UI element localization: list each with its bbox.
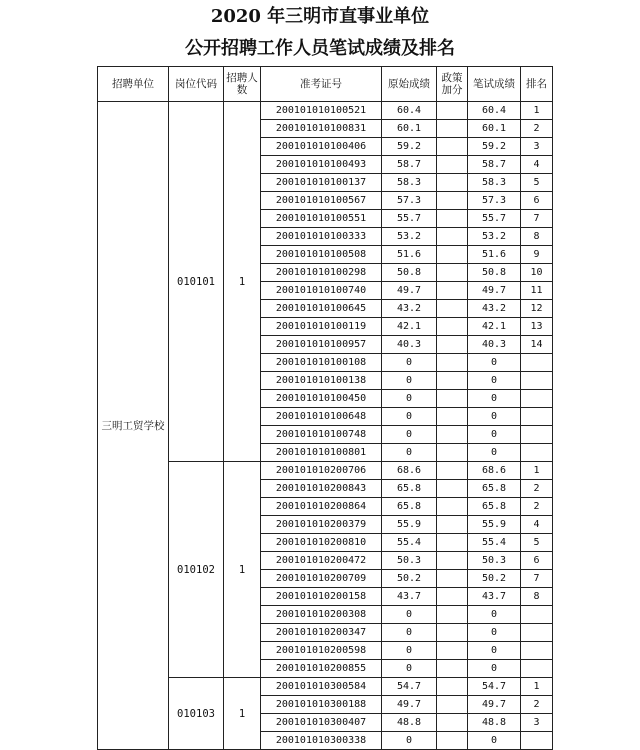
bonus-cell	[437, 210, 468, 228]
exam-score-cell: 0	[468, 624, 521, 642]
exam-no-cell: 200101010100108	[261, 354, 382, 372]
exam-score-cell: 60.1	[468, 120, 521, 138]
rank-cell: 2	[521, 120, 553, 138]
exam-no-cell: 200101010300407	[261, 714, 382, 732]
exam-no-cell: 200101010100740	[261, 282, 382, 300]
exam-score-cell: 50.3	[468, 552, 521, 570]
bonus-cell	[437, 714, 468, 732]
exam-score-cell: 0	[468, 642, 521, 660]
raw-score-cell: 0	[382, 354, 437, 372]
raw-score-cell: 0	[382, 642, 437, 660]
exam-no-cell: 200101010100493	[261, 156, 382, 174]
raw-score-cell: 49.7	[382, 696, 437, 714]
exam-no-cell: 200101010100508	[261, 246, 382, 264]
rank-cell: 5	[521, 174, 553, 192]
raw-score-cell: 55.7	[382, 210, 437, 228]
exam-score-cell: 59.2	[468, 138, 521, 156]
position-code-cell: 010101	[169, 102, 224, 462]
exam-score-cell: 0	[468, 732, 521, 750]
exam-score-cell: 0	[468, 372, 521, 390]
exam-score-cell: 0	[468, 444, 521, 462]
exam-no-cell: 200101010200379	[261, 516, 382, 534]
rank-cell: 7	[521, 210, 553, 228]
bonus-cell	[437, 552, 468, 570]
exam-no-cell: 200101010200843	[261, 480, 382, 498]
header-rank: 排名	[521, 67, 553, 102]
rank-cell	[521, 642, 553, 660]
raw-score-cell: 0	[382, 606, 437, 624]
exam-no-cell: 200101010100406	[261, 138, 382, 156]
bonus-cell	[437, 426, 468, 444]
exam-no-cell: 200101010100957	[261, 336, 382, 354]
title-line-2: 公开招聘工作人员笔试成绩及排名	[185, 38, 455, 59]
rank-cell	[521, 372, 553, 390]
bonus-cell	[437, 408, 468, 426]
bonus-cell	[437, 120, 468, 138]
bonus-cell	[437, 390, 468, 408]
bonus-cell	[437, 498, 468, 516]
raw-score-cell: 0	[382, 444, 437, 462]
title-line-1: 2020 年三明市直事业单位	[210, 6, 430, 27]
exam-score-cell: 48.8	[468, 714, 521, 732]
bonus-cell	[437, 444, 468, 462]
raw-score-cell: 0	[382, 660, 437, 678]
exam-score-cell: 0	[468, 354, 521, 372]
exam-score-cell: 65.8	[468, 498, 521, 516]
raw-score-cell: 58.7	[382, 156, 437, 174]
bonus-cell	[437, 246, 468, 264]
bonus-cell	[437, 300, 468, 318]
exam-score-cell: 0	[468, 408, 521, 426]
raw-score-cell: 68.6	[382, 462, 437, 480]
exam-no-cell: 200101010100801	[261, 444, 382, 462]
exam-score-cell: 53.2	[468, 228, 521, 246]
rank-cell	[521, 408, 553, 426]
rank-cell: 1	[521, 102, 553, 120]
exam-no-cell: 200101010100567	[261, 192, 382, 210]
raw-score-cell: 49.7	[382, 282, 437, 300]
exam-no-cell: 200101010200308	[261, 606, 382, 624]
hire-count-cell: 1	[224, 678, 261, 750]
bonus-cell	[437, 588, 468, 606]
raw-score-cell: 65.8	[382, 480, 437, 498]
exam-no-cell: 200101010100119	[261, 318, 382, 336]
rank-cell: 7	[521, 570, 553, 588]
raw-score-cell: 55.4	[382, 534, 437, 552]
bonus-cell	[437, 462, 468, 480]
rank-cell	[521, 426, 553, 444]
header-raw: 原始成绩	[382, 67, 437, 102]
exam-score-cell: 49.7	[468, 696, 521, 714]
bonus-cell	[437, 138, 468, 156]
hire-count-cell: 1	[224, 462, 261, 678]
raw-score-cell: 50.3	[382, 552, 437, 570]
bonus-cell	[437, 264, 468, 282]
raw-score-cell: 51.6	[382, 246, 437, 264]
raw-score-cell: 0	[382, 624, 437, 642]
bonus-cell	[437, 372, 468, 390]
header-exam-no: 准考证号	[261, 67, 382, 102]
header-count: 招聘人数	[224, 67, 261, 102]
rank-cell: 10	[521, 264, 553, 282]
rank-cell: 6	[521, 192, 553, 210]
table-row	[98, 102, 553, 120]
exam-no-cell: 200101010300584	[261, 678, 382, 696]
rank-cell: 13	[521, 318, 553, 336]
header-unit: 招聘单位	[98, 67, 169, 102]
exam-score-cell: 43.7	[468, 588, 521, 606]
exam-no-cell: 200101010100648	[261, 408, 382, 426]
exam-score-cell: 68.6	[468, 462, 521, 480]
hire-count-cell: 1	[224, 102, 261, 462]
exam-score-cell: 0	[468, 660, 521, 678]
bonus-cell	[437, 480, 468, 498]
raw-score-cell: 50.2	[382, 570, 437, 588]
exam-score-cell: 49.7	[468, 282, 521, 300]
raw-score-cell: 53.2	[382, 228, 437, 246]
exam-score-cell: 65.8	[468, 480, 521, 498]
rank-cell: 6	[521, 552, 553, 570]
exam-no-cell: 200101010200598	[261, 642, 382, 660]
rank-cell: 9	[521, 246, 553, 264]
raw-score-cell: 55.9	[382, 516, 437, 534]
raw-score-cell: 0	[382, 408, 437, 426]
exam-score-cell: 55.7	[468, 210, 521, 228]
rank-cell: 4	[521, 156, 553, 174]
header-row	[98, 67, 553, 102]
bonus-cell	[437, 282, 468, 300]
raw-score-cell: 54.7	[382, 678, 437, 696]
raw-score-cell: 59.2	[382, 138, 437, 156]
raw-score-cell: 0	[382, 426, 437, 444]
bonus-cell	[437, 318, 468, 336]
rank-cell: 2	[521, 696, 553, 714]
unit-name-cell: 三明工贸学校	[98, 102, 169, 750]
rank-cell: 4	[521, 516, 553, 534]
raw-score-cell: 50.8	[382, 264, 437, 282]
exam-score-cell: 0	[468, 606, 521, 624]
exam-no-cell: 200101010200158	[261, 588, 382, 606]
rank-cell	[521, 606, 553, 624]
rank-cell	[521, 390, 553, 408]
rank-cell: 8	[521, 588, 553, 606]
bonus-cell	[437, 192, 468, 210]
exam-score-cell: 40.3	[468, 336, 521, 354]
exam-score-cell: 50.2	[468, 570, 521, 588]
bonus-cell	[437, 228, 468, 246]
bonus-cell	[437, 660, 468, 678]
exam-score-cell: 55.9	[468, 516, 521, 534]
position-code-cell: 010103	[169, 678, 224, 750]
raw-score-cell: 43.2	[382, 300, 437, 318]
exam-no-cell: 200101010100551	[261, 210, 382, 228]
header-score: 笔试成绩	[468, 67, 521, 102]
raw-score-cell: 0	[382, 372, 437, 390]
exam-score-cell: 43.2	[468, 300, 521, 318]
exam-score-cell: 0	[468, 390, 521, 408]
raw-score-cell: 65.8	[382, 498, 437, 516]
rank-cell: 2	[521, 498, 553, 516]
raw-score-cell: 58.3	[382, 174, 437, 192]
exam-score-cell: 42.1	[468, 318, 521, 336]
raw-score-cell: 57.3	[382, 192, 437, 210]
raw-score-cell: 0	[382, 732, 437, 750]
rank-cell	[521, 660, 553, 678]
raw-score-cell: 0	[382, 390, 437, 408]
rank-cell	[521, 354, 553, 372]
exam-no-cell: 200101010200864	[261, 498, 382, 516]
exam-no-cell: 200101010200709	[261, 570, 382, 588]
exam-score-cell: 51.6	[468, 246, 521, 264]
bonus-cell	[437, 336, 468, 354]
exam-score-cell: 57.3	[468, 192, 521, 210]
bonus-cell	[437, 606, 468, 624]
bonus-cell	[437, 624, 468, 642]
exam-score-cell: 60.4	[468, 102, 521, 120]
position-code-cell: 010102	[169, 462, 224, 678]
raw-score-cell: 60.1	[382, 120, 437, 138]
bonus-cell	[437, 570, 468, 588]
bonus-cell	[437, 354, 468, 372]
exam-no-cell: 200101010200472	[261, 552, 382, 570]
raw-score-cell: 40.3	[382, 336, 437, 354]
header-bonus: 政策加分	[437, 67, 468, 102]
bonus-cell	[437, 174, 468, 192]
rank-cell: 14	[521, 336, 553, 354]
rank-cell: 3	[521, 714, 553, 732]
exam-score-cell: 50.8	[468, 264, 521, 282]
exam-score-cell: 54.7	[468, 678, 521, 696]
rank-cell: 1	[521, 678, 553, 696]
exam-score-cell: 58.7	[468, 156, 521, 174]
exam-no-cell: 200101010100137	[261, 174, 382, 192]
raw-score-cell: 60.4	[382, 102, 437, 120]
rank-cell: 12	[521, 300, 553, 318]
header-code: 岗位代码	[169, 67, 224, 102]
exam-no-cell: 200101010200706	[261, 462, 382, 480]
bonus-cell	[437, 534, 468, 552]
rank-cell: 11	[521, 282, 553, 300]
bonus-cell	[437, 678, 468, 696]
rank-cell	[521, 624, 553, 642]
rank-cell: 2	[521, 480, 553, 498]
rank-cell: 5	[521, 534, 553, 552]
score-table	[97, 66, 553, 750]
raw-score-cell: 48.8	[382, 714, 437, 732]
exam-no-cell: 200101010100298	[261, 264, 382, 282]
exam-no-cell: 200101010200810	[261, 534, 382, 552]
exam-no-cell: 200101010300188	[261, 696, 382, 714]
rank-cell: 3	[521, 138, 553, 156]
exam-no-cell: 200101010200347	[261, 624, 382, 642]
bonus-cell	[437, 696, 468, 714]
rank-cell	[521, 444, 553, 462]
rank-cell: 8	[521, 228, 553, 246]
bonus-cell	[437, 516, 468, 534]
exam-no-cell: 200101010100831	[261, 120, 382, 138]
exam-score-cell: 0	[468, 426, 521, 444]
exam-no-cell: 200101010100748	[261, 426, 382, 444]
bonus-cell	[437, 156, 468, 174]
exam-score-cell: 58.3	[468, 174, 521, 192]
exam-no-cell: 200101010100521	[261, 102, 382, 120]
exam-no-cell: 200101010100645	[261, 300, 382, 318]
raw-score-cell: 42.1	[382, 318, 437, 336]
bonus-cell	[437, 102, 468, 120]
raw-score-cell: 43.7	[382, 588, 437, 606]
exam-no-cell: 200101010100333	[261, 228, 382, 246]
rank-cell: 1	[521, 462, 553, 480]
exam-no-cell: 200101010100450	[261, 390, 382, 408]
exam-no-cell: 200101010100138	[261, 372, 382, 390]
exam-score-cell: 55.4	[468, 534, 521, 552]
exam-no-cell: 200101010300338	[261, 732, 382, 750]
bonus-cell	[437, 642, 468, 660]
exam-no-cell: 200101010200855	[261, 660, 382, 678]
